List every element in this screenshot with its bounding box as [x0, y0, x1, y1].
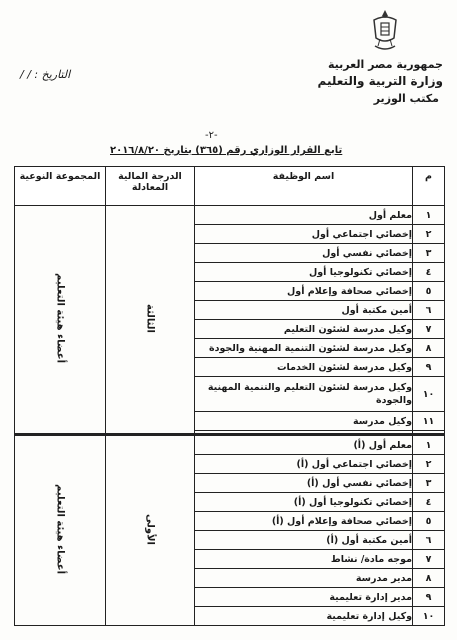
row-number: ٢ [413, 455, 445, 474]
table-header-row [15, 167, 445, 206]
row-number: ٦ [413, 531, 445, 550]
jobs-table [14, 166, 445, 626]
col-header-group: المجموعة النوعية [15, 167, 106, 206]
row-number: ١ [413, 206, 445, 225]
eagle-emblem-icon [370, 8, 400, 56]
job-title: إخصائي نفسي أول [195, 244, 413, 263]
job-title: موجه مادة/ نشاط [195, 550, 413, 569]
job-title: أمين مكتبة أول [195, 301, 413, 320]
row-number: ٥ [413, 282, 445, 301]
job-title: وكيل مدرسة لشئون التنمية المهنية والجودة [195, 339, 413, 358]
group-cell [15, 435, 106, 626]
job-title: إخصائي اجتماعي أول [195, 225, 413, 244]
job-title: مدير مدرسة [195, 569, 413, 588]
row-number: ٤ [413, 493, 445, 512]
job-title: إخصائي اجتماعي أول (أ) [195, 455, 413, 474]
header-ministry: وزارة التربية والتعليم [317, 74, 443, 88]
job-title: معلم أول (أ) [195, 435, 413, 455]
row-number: ٢ [413, 225, 445, 244]
table-row [15, 206, 445, 225]
row-number: ٧ [413, 550, 445, 569]
group-label: أعضاء هيئة التعليم [54, 483, 66, 575]
job-title: معلم أول [195, 206, 413, 225]
group-label: أعضاء هيئة التعليم [54, 272, 66, 364]
grade-label: الأولى [144, 513, 156, 545]
job-title: إخصائي نفسي أول (أ) [195, 474, 413, 493]
col-header-job: اسم الوظيفة [195, 167, 413, 206]
job-title: وكيل إدارة تعليمية [195, 607, 413, 626]
date-label: التاريخ : / / [20, 68, 71, 81]
job-title: أمين مكتبة أول (أ) [195, 531, 413, 550]
row-number: ٤ [413, 263, 445, 282]
header-country: جمهورية مصر العربية [328, 58, 443, 71]
page-number: -٢- [205, 130, 218, 141]
job-title: وكيل مدرسة لشئون التعليم والتنمية المهنية والجودة [195, 377, 413, 412]
table-row [15, 435, 445, 455]
row-number: ٩ [413, 358, 445, 377]
grade-label: الثالثة [144, 303, 156, 333]
group-cell [15, 206, 106, 435]
job-title: مدير إدارة تعليمية [195, 588, 413, 607]
job-title: إخصائي صحافة وإعلام أول (أ) [195, 512, 413, 531]
row-number: ٣ [413, 244, 445, 263]
row-number: ١١ [413, 412, 445, 431]
row-number: ١٠ [413, 607, 445, 626]
job-title: إخصائي تكنولوجيا أول [195, 263, 413, 282]
header-office: مكتب الوزير [373, 92, 439, 105]
col-header-grade: الدرجة المالية المعادلة [106, 167, 195, 206]
row-number: ٩ [413, 588, 445, 607]
row-number: ١ [413, 435, 445, 455]
job-title: إخصائي صحافة وإعلام أول [195, 282, 413, 301]
row-number: ٥ [413, 512, 445, 531]
grade-cell [106, 206, 195, 435]
job-title: وكيل مدرسة لشئون التعليم [195, 320, 413, 339]
row-number: ٨ [413, 569, 445, 588]
job-title: إخصائي تكنولوجيا أول (أ) [195, 493, 413, 512]
row-number: ٧ [413, 320, 445, 339]
decree-title: تابع القرار الوزاري رقم (٣٦٥) بتاريخ ٢٠١٦/٨/٢٠ [110, 145, 343, 156]
col-header-num: م [413, 167, 445, 206]
row-number: ٣ [413, 474, 445, 493]
job-title: وكيل مدرسة لشئون الخدمات [195, 358, 413, 377]
row-number: ١٠ [413, 377, 445, 412]
row-number: ٦ [413, 301, 445, 320]
job-title: وكيل مدرسة [195, 412, 413, 431]
grade-cell [106, 435, 195, 626]
row-number: ٨ [413, 339, 445, 358]
